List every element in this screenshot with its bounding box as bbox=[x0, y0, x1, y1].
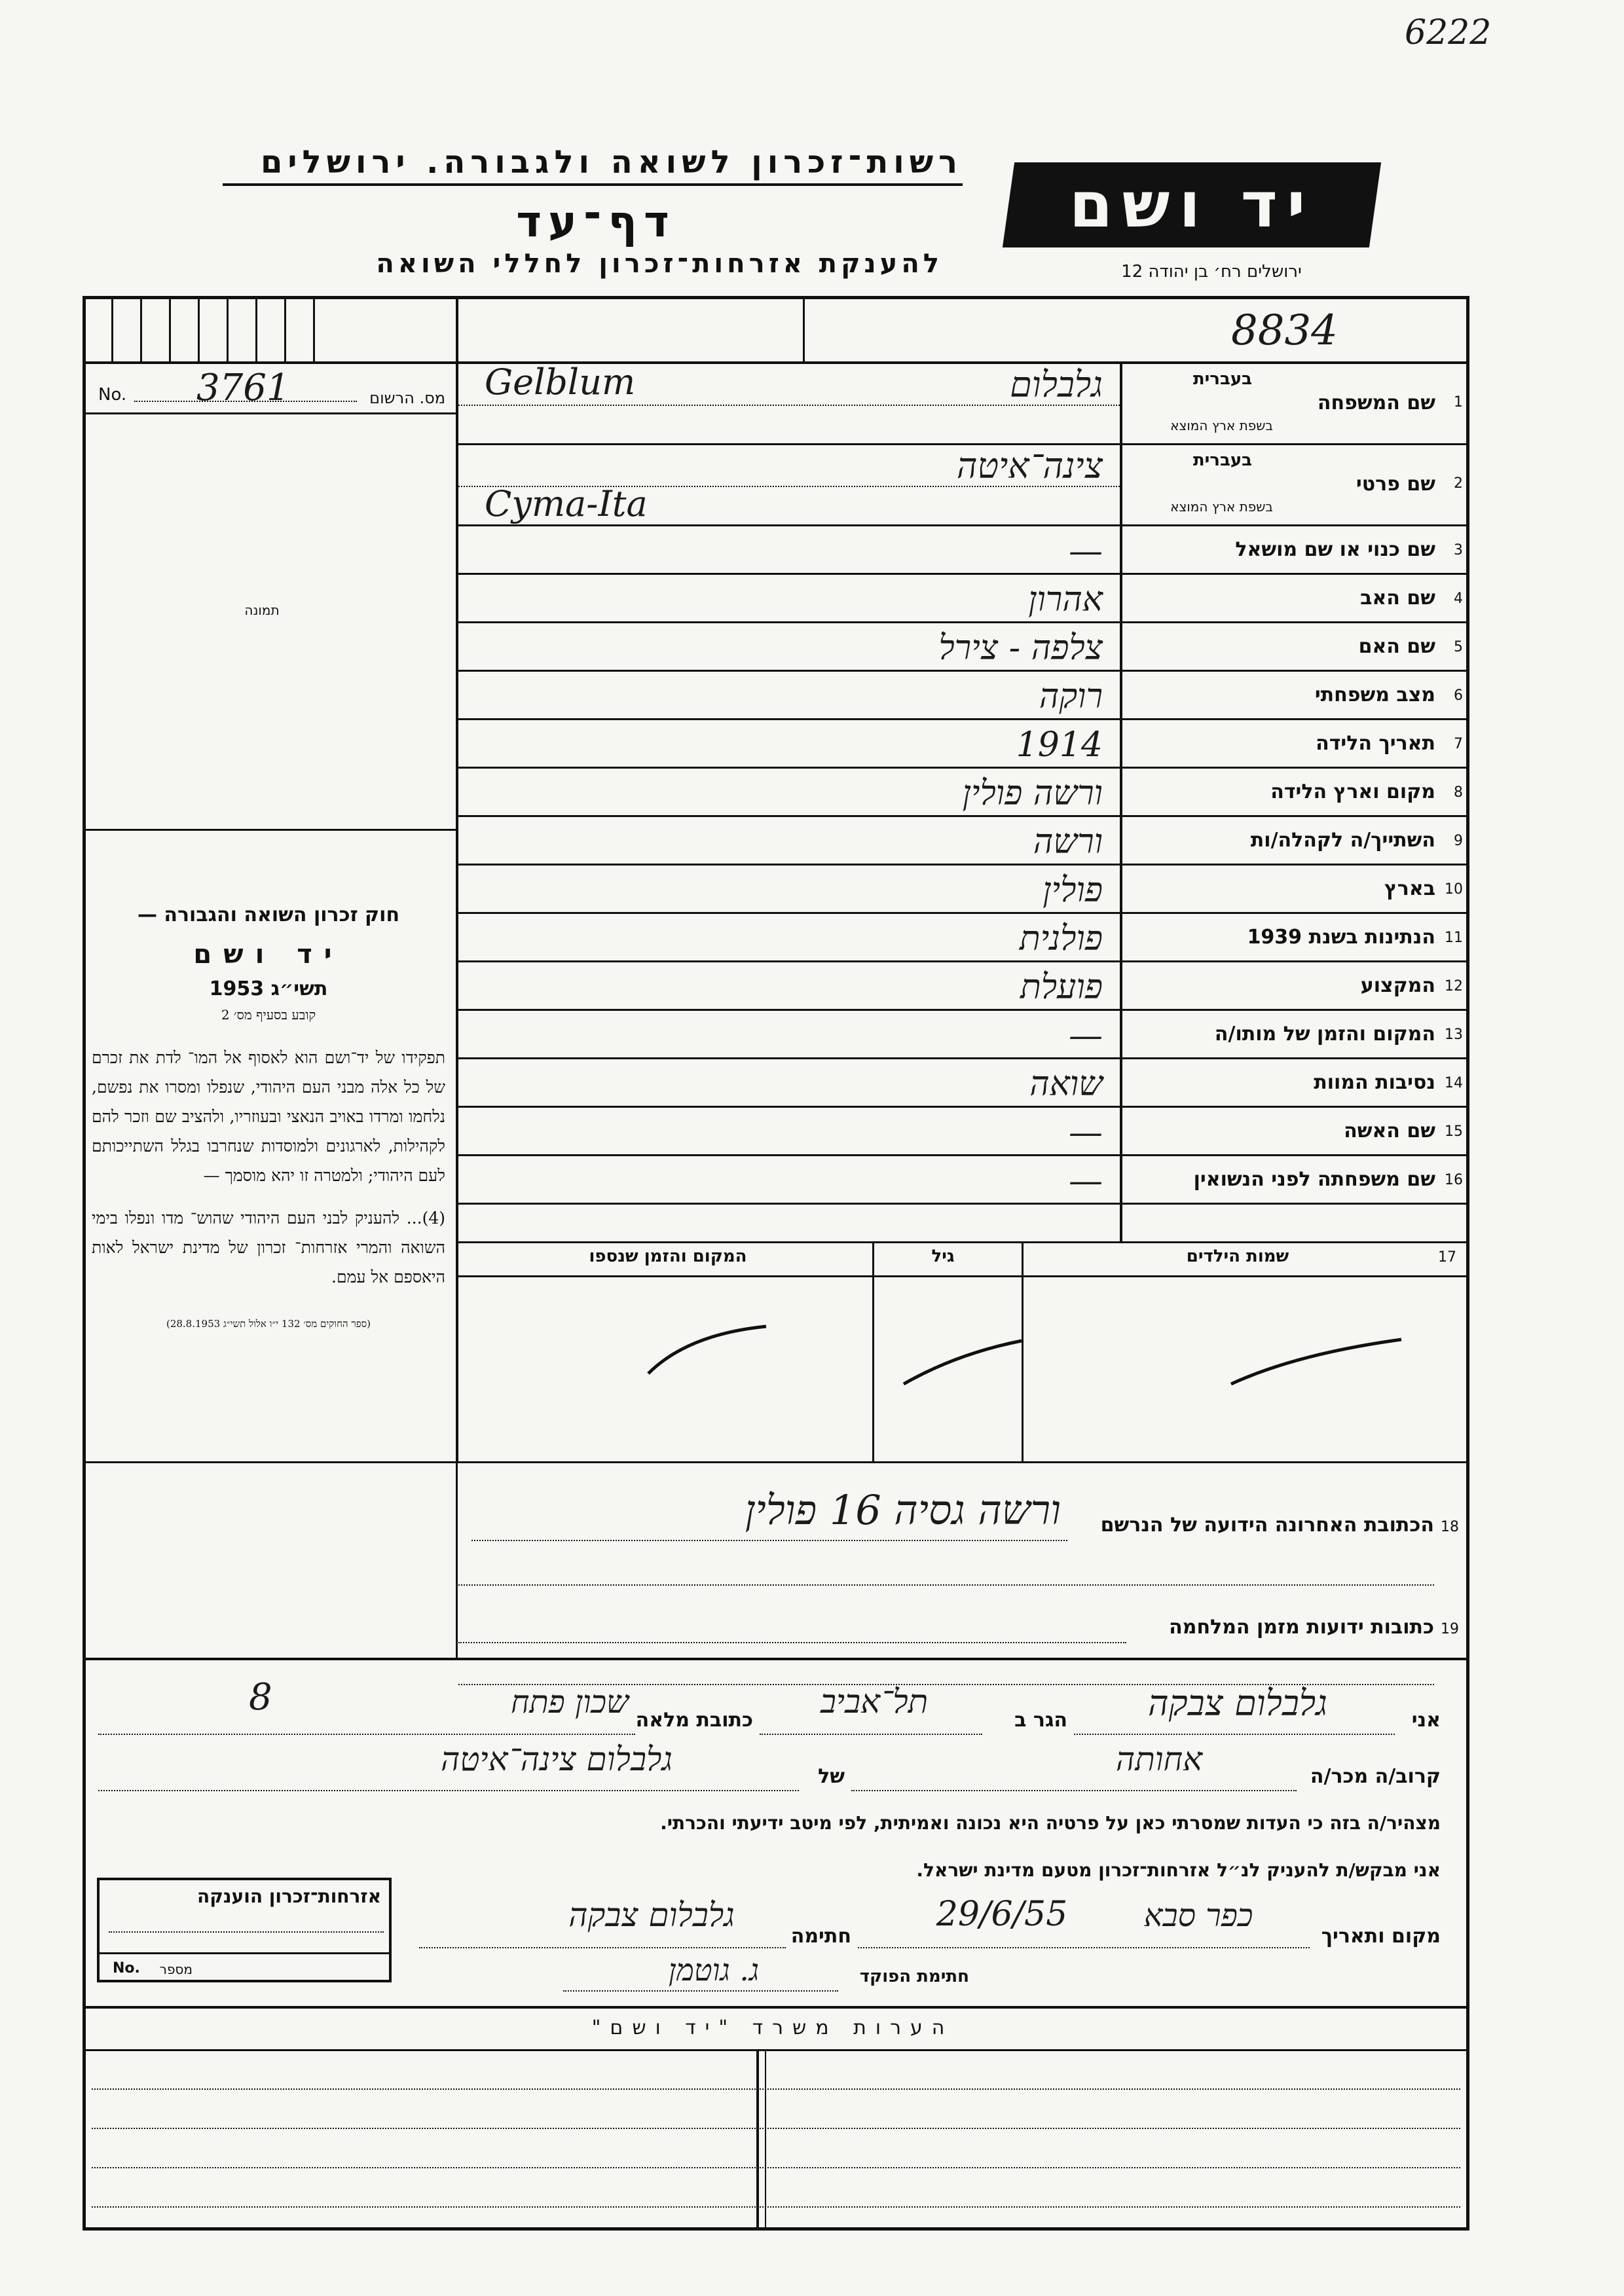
field-label: שם משפחתה לפני הנשואין bbox=[1193, 1168, 1435, 1191]
field-value: 1914 bbox=[1016, 725, 1103, 765]
field-number: 1 bbox=[1454, 394, 1463, 410]
law-year: תשי״ג 1953 bbox=[209, 977, 328, 1000]
field-label: נסיבות המוות bbox=[1314, 1071, 1435, 1094]
children-dashes bbox=[458, 1275, 1469, 1461]
war-address-num: 19 bbox=[1441, 1621, 1459, 1637]
registration-no-label: No. bbox=[98, 385, 127, 405]
war-address-label: כתובות ידועות מזמן המלחמה bbox=[1169, 1616, 1434, 1639]
field-row-2 bbox=[458, 445, 1469, 526]
decl-i-label: אני bbox=[1411, 1709, 1441, 1732]
field-label: שם האשה bbox=[1344, 1120, 1435, 1142]
field-number: 2 bbox=[1454, 475, 1463, 492]
field-label: מצב משפחתי bbox=[1314, 683, 1435, 706]
field-number: 8 bbox=[1454, 784, 1463, 801]
field-row-7 bbox=[458, 720, 1469, 769]
field-value: צינה־איטה bbox=[956, 445, 1103, 486]
decl-lives-label: הגר ב bbox=[1014, 1709, 1067, 1732]
field-label: המקצוע bbox=[1360, 974, 1435, 997]
registration-number: 3761 bbox=[196, 367, 290, 409]
field-sublabel-origin: בשפת ארץ המוצא bbox=[1170, 499, 1273, 515]
law-paragraph-2: (4)... להעניק לבני העם היהודי שהוש־ מדו ונפלו בימי השואה והמרי אזרחות־ זכרון של מדינת ישראל לאות היאספם אל עמם. bbox=[92, 1209, 445, 1286]
field-label: שם האב bbox=[1360, 587, 1435, 610]
children-col-place: המקום והזמן שנספו bbox=[589, 1247, 747, 1266]
field-label: תאריך הלידה bbox=[1316, 732, 1435, 755]
field-number: 7 bbox=[1454, 736, 1463, 752]
decl-officer-signature: ג. גוטמן bbox=[668, 1952, 760, 1988]
field-row-3 bbox=[458, 526, 1469, 575]
registration-label: מס. הרשום bbox=[369, 389, 445, 407]
field-number: 9 bbox=[1454, 833, 1463, 849]
citizenship-box bbox=[97, 1878, 392, 1982]
decl-city: תל־אביב bbox=[820, 1683, 929, 1721]
decl-officer-label: חתימת הפוקד bbox=[859, 1967, 969, 1986]
citizenship-number-label: מספר bbox=[159, 1961, 193, 1977]
field-label: שם כנוי או שם מושאל bbox=[1235, 538, 1435, 561]
field-row-9 bbox=[458, 817, 1469, 866]
address-label: הכתובת האחרונה הידועה של הנרשם bbox=[1100, 1514, 1434, 1537]
address-value: ורשה גסיה 16 פולין bbox=[745, 1486, 1061, 1534]
logo-text: יד ושם bbox=[1069, 168, 1315, 242]
field-number: 3 bbox=[1454, 542, 1463, 558]
fields-table bbox=[458, 361, 1469, 1241]
address-num: 18 bbox=[1441, 1519, 1459, 1535]
decl-of-label: של bbox=[818, 1765, 845, 1788]
decl-address-label: כתובת מלאה bbox=[635, 1709, 753, 1732]
field-number: 16 bbox=[1445, 1172, 1463, 1188]
yad-vashem-logo bbox=[1003, 162, 1381, 247]
field-label: שם האם bbox=[1358, 635, 1435, 658]
field-value: פועלת bbox=[1020, 968, 1103, 1007]
field-row-14 bbox=[458, 1059, 1469, 1108]
law-title: חוק זכרון השואה והגבורה — bbox=[137, 903, 400, 926]
field-value-latin: Cyma-Ita bbox=[485, 483, 648, 524]
law-footnote: (ספר החוקים מס׳ 132 י״ו אלול תשי״ג 28.8.1953) bbox=[166, 1318, 371, 1330]
decl-signature: גלבלום צבקה bbox=[568, 1896, 735, 1934]
field-value: רוקה bbox=[1039, 677, 1103, 716]
field-value: — bbox=[1069, 1161, 1103, 1201]
field-label: בארץ bbox=[1384, 877, 1435, 900]
field-value: גלבלום bbox=[1010, 364, 1103, 405]
decl-relation-label: קרוב/ה מכר/ה bbox=[1310, 1765, 1441, 1788]
decl-request: אני מבקש/ת להעניק לנ״ל אזרחות־זכרון מטעם מדינת ישראל. bbox=[916, 1859, 1441, 1881]
corner-number: 6222 bbox=[1405, 13, 1492, 52]
decl-place: כפר סבא bbox=[1143, 1897, 1253, 1934]
field-value: פולנית bbox=[1019, 919, 1103, 958]
law-clause: קובע בסעיף מס׳ 2 bbox=[221, 1007, 316, 1023]
logo-address: ירושלים רח׳ בן יהודה 12 bbox=[1121, 262, 1302, 282]
field-label: המקום והזמן של מותו/ה bbox=[1214, 1023, 1435, 1046]
field-row-1 bbox=[458, 361, 1469, 445]
field-label: הנתינות בשנת 1939 bbox=[1247, 926, 1435, 949]
field-number: 14 bbox=[1445, 1075, 1463, 1091]
children-col-names: שמות הילדים bbox=[1186, 1247, 1289, 1266]
decl-relative-of: גלבלום צינה־איטה bbox=[441, 1740, 673, 1778]
photo-label: תמונה bbox=[244, 602, 280, 618]
field-value: ורשה bbox=[1033, 822, 1103, 862]
authority-heading: רשות־זכרון לשואה ולגבורה. ירושלים bbox=[223, 144, 963, 186]
field-sublabel-hebrew: בעברית bbox=[1192, 369, 1252, 389]
children-col-age: גיל bbox=[931, 1247, 955, 1266]
field-number: 13 bbox=[1445, 1027, 1463, 1043]
field-row-10 bbox=[458, 866, 1469, 914]
children-num: 17 bbox=[1438, 1249, 1456, 1266]
field-sublabel-hebrew: בעברית bbox=[1192, 450, 1252, 470]
field-label: שם פרטי bbox=[1356, 473, 1435, 496]
field-value: — bbox=[1069, 1016, 1103, 1055]
field-label: השתייך/ה לקהלה/ות bbox=[1250, 829, 1435, 852]
decl-signature-label: חתימה bbox=[790, 1925, 851, 1948]
decl-address: שכון פתח bbox=[510, 1684, 629, 1721]
law-sidebar bbox=[92, 903, 445, 1330]
field-number: 12 bbox=[1445, 978, 1463, 994]
field-row-4 bbox=[458, 575, 1469, 623]
field-value-latin: Gelblum bbox=[485, 361, 636, 403]
field-value: — bbox=[1069, 1113, 1103, 1152]
decl-relation: אחותה bbox=[1115, 1740, 1203, 1778]
field-label: שם המשפחה bbox=[1317, 392, 1435, 414]
field-number: 6 bbox=[1454, 687, 1463, 704]
field-row-5 bbox=[458, 623, 1469, 672]
field-number: 10 bbox=[1445, 881, 1463, 898]
field-row-12 bbox=[458, 962, 1469, 1011]
file-number: 8834 bbox=[1231, 306, 1338, 355]
form-subtitle: להענקת אזרחות־זכרון לחללי השואה bbox=[376, 249, 943, 279]
field-number: 5 bbox=[1454, 639, 1463, 655]
decl-place-date-label: מקום ותאריך bbox=[1321, 1925, 1441, 1948]
office-notes-title: הערות משרד "יד ושם" bbox=[591, 2016, 954, 2039]
field-value: ורשה פולין bbox=[962, 774, 1103, 813]
field-value: שואה bbox=[1029, 1065, 1103, 1104]
field-number: 15 bbox=[1445, 1123, 1463, 1140]
field-row-15 bbox=[458, 1108, 1469, 1156]
field-value: — bbox=[1069, 532, 1103, 571]
field-value: אהרון bbox=[1028, 580, 1103, 619]
form-title: דף־עד bbox=[516, 196, 676, 247]
field-sublabel-origin: בשפת ארץ המוצא bbox=[1170, 418, 1273, 433]
field-value: פולין bbox=[1043, 871, 1103, 910]
field-label: מקום וארץ הלידה bbox=[1270, 780, 1435, 803]
field-row-11 bbox=[458, 914, 1469, 962]
decl-date: 29/6/55 bbox=[936, 1895, 1068, 1934]
field-row-6 bbox=[458, 672, 1469, 720]
citizenship-title: אזרחות־זכרון הוענקה bbox=[197, 1886, 381, 1907]
field-value: צלפה - צירל bbox=[938, 629, 1103, 668]
field-number: 11 bbox=[1445, 930, 1463, 946]
decl-statement: מצהיר/ה בזה כי העדות שמסרתי כאן על פרטיה היא נכונה ואמיתית, לפי מיטב ידיעתי והכרתי. bbox=[660, 1812, 1441, 1834]
decl-house-no: 8 bbox=[249, 1676, 272, 1719]
field-number: 4 bbox=[1454, 591, 1463, 607]
decl-declarant: גלבלום צבקה bbox=[1148, 1683, 1327, 1724]
field-row-13 bbox=[458, 1011, 1469, 1059]
field-row-16 bbox=[458, 1156, 1469, 1205]
law-paragraph-1: תפקידו של יד־ושם הוא לאסוף אל המו־ לדת את זכרם של כל אלה מבני העם היהודי, שנפלו ומסרו את נפשם, נלחמו ומרדו באויב הנאצי ובעוזריו, ולהציב שם וזכר להם לקהילות, לארגונים ולמוסדות שנחרבו בגלל השתייכותם לעם היהודי; ולמטרה זו יהא מוסמך — bbox=[92, 1048, 445, 1185]
field-row-8 bbox=[458, 769, 1469, 817]
law-name: יד ושם bbox=[193, 939, 344, 970]
citizenship-no-label: No. bbox=[113, 1960, 140, 1977]
